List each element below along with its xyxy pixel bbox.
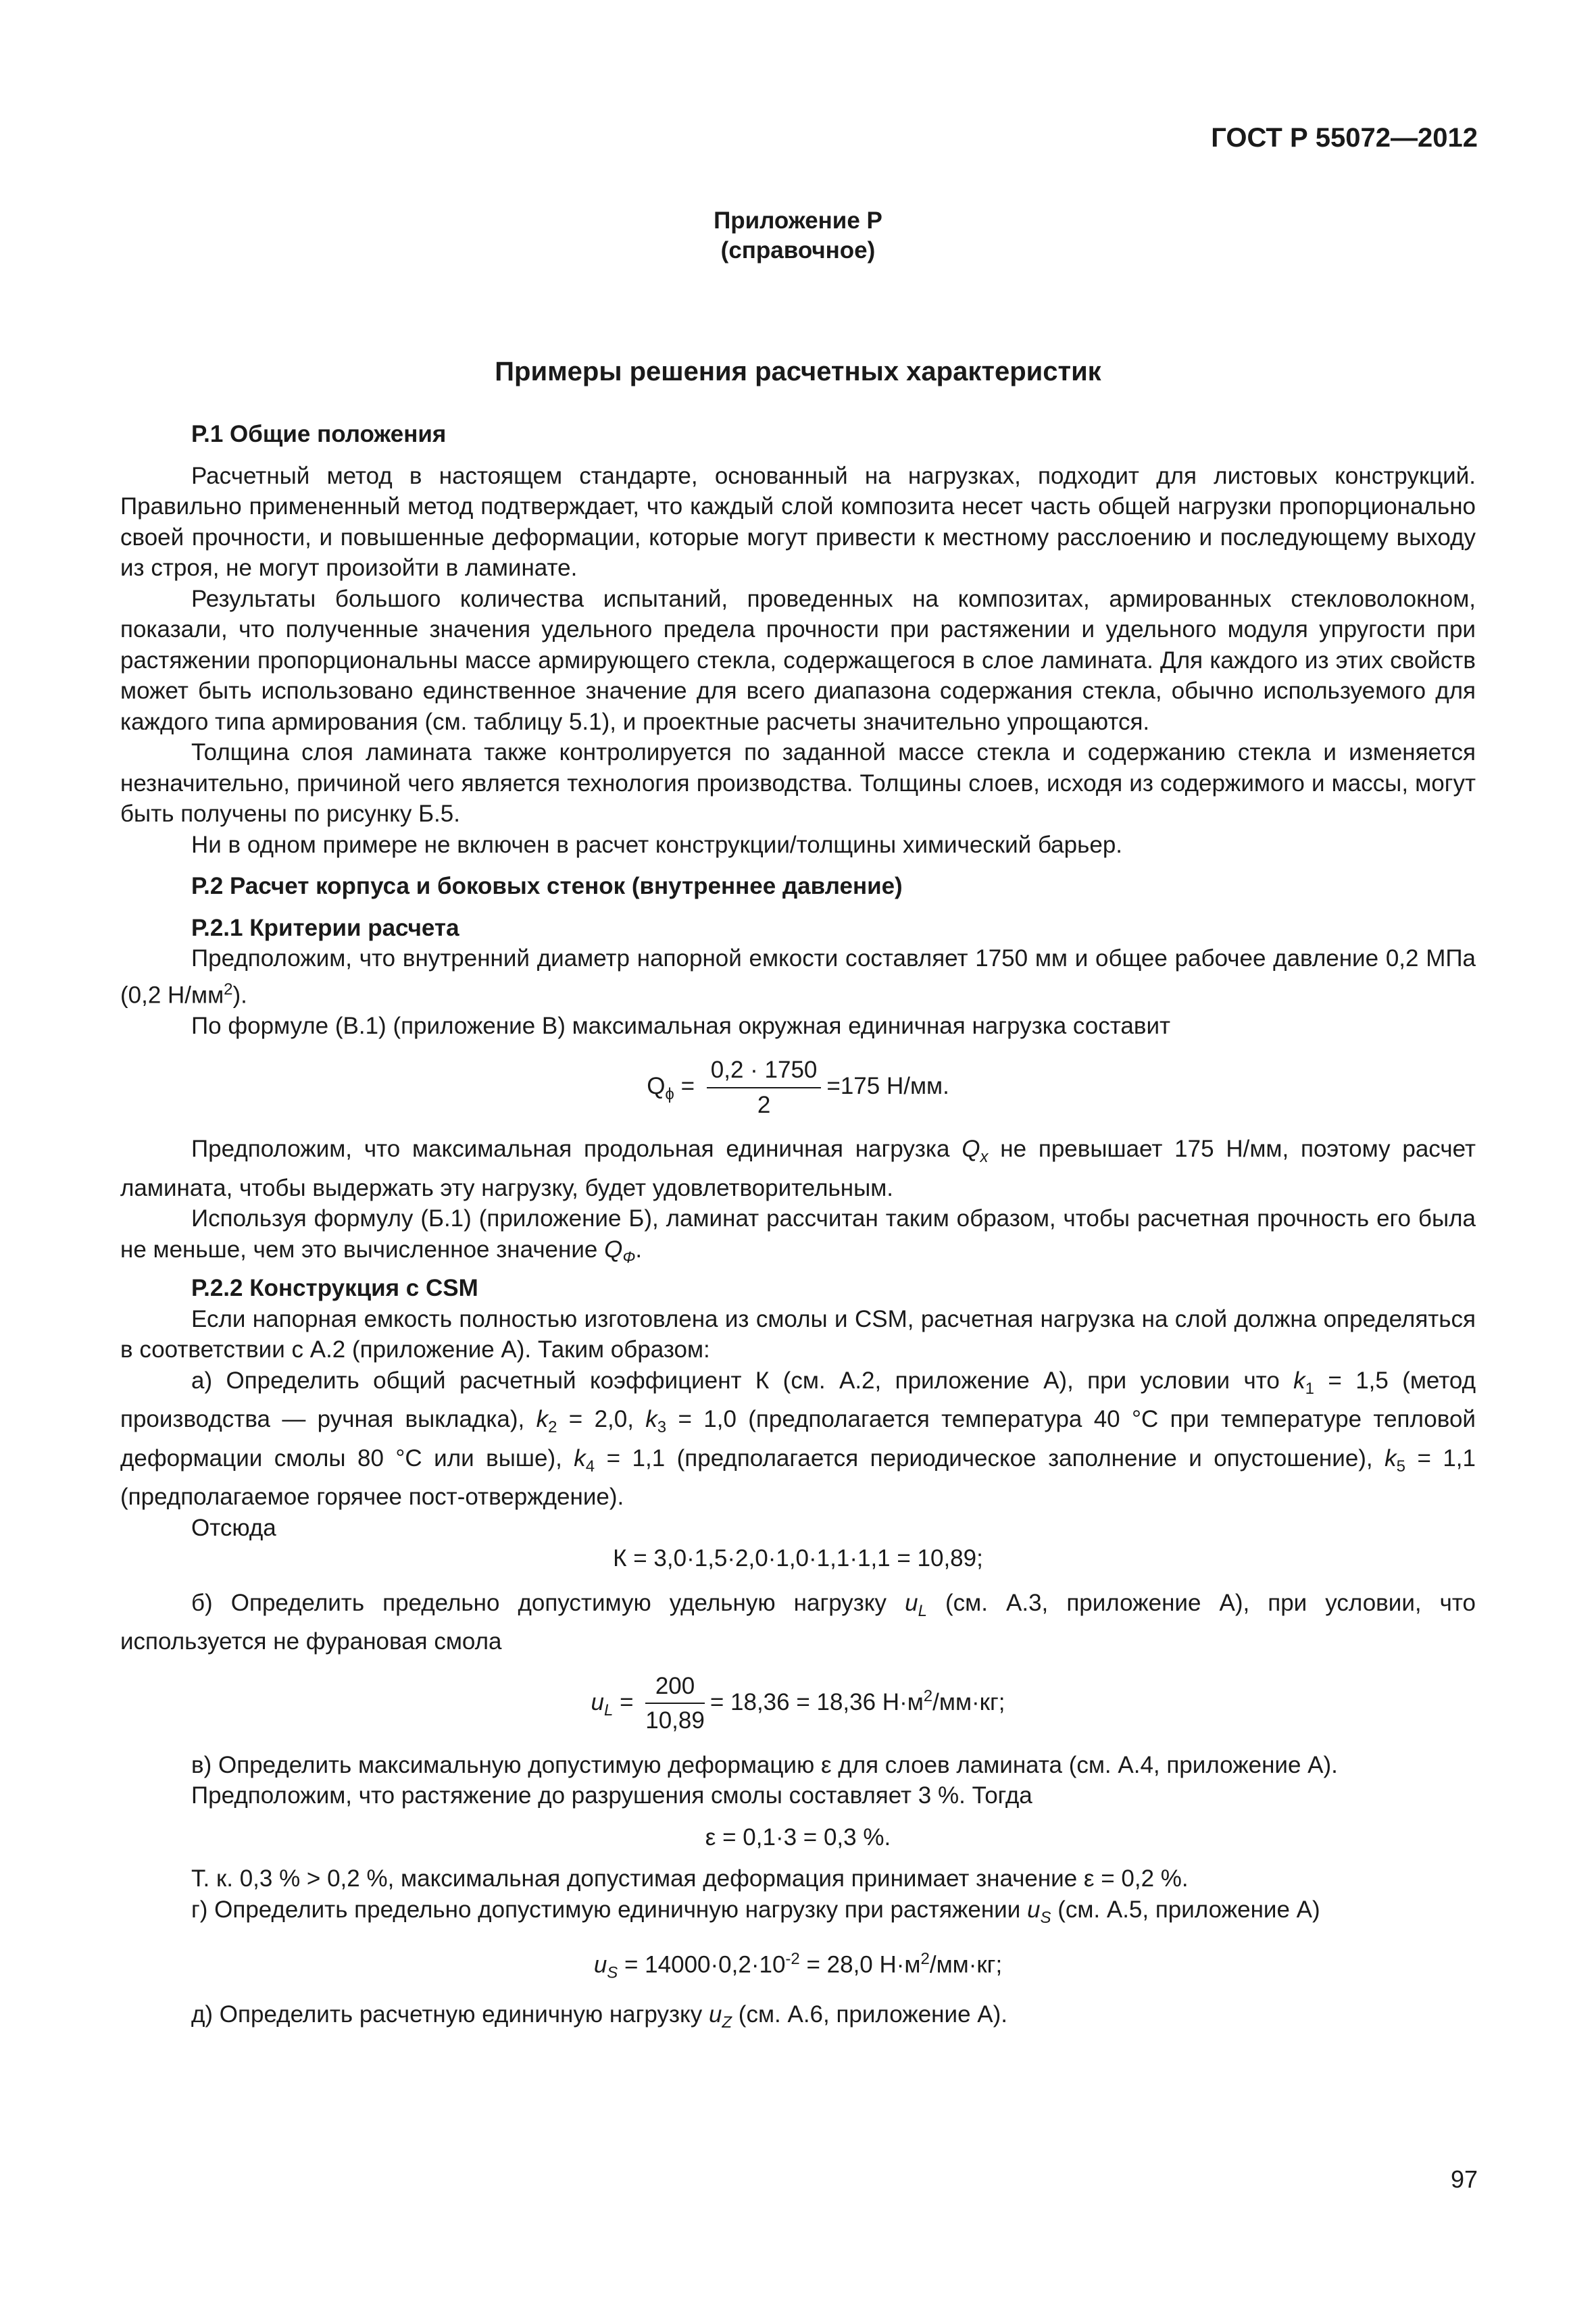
paragraph: По формуле (В.1) (приложение В) максимальная окружная единичная нагрузка составит (191, 1012, 1171, 1039)
section-heading: Р.1 Общие положения (191, 421, 447, 447)
paragraph: Т. к. 0,3 % > 0,2 %, максимальная допустимая деформация принимает значение ε = 0,2 %. (191, 1865, 1189, 1892)
paragraph: Используя формулу (Б.1) (приложение Б), ламинат рассчитан таким образом, чтобы расчетная прочность его была не меньше, чем это вычисленное значение $Q_Ф$. (120, 1205, 1476, 1267)
paragraph: Предположим, что внутренний диаметр напорной емкости составляет 1750 мм и общее рабочее давление 0,2 МПа (0,2 $Н/мм^2$). (120, 945, 1476, 1009)
paragraph: Предположим, что максимальная продольная единичная нагрузка $Q_x$ не превышает 175 Н/мм, поэтому расчет ламината, чтобы выдержать эту нагрузку, будет удовлетворительным. (120, 1136, 1476, 1201)
formula-u-s: $u_S = 14000\cdot 0,2\cdot 10^{-2} = 28,0$ $Н\cdot м^2/мм\cdot кг$; (593, 1950, 1003, 1982)
formula-q-phi: $Q_\phi$ = $\frac{0,2 \cdot 1750}{2}$ =175 Н/мм. (120, 1055, 1476, 1120)
formula-k: К = 3,0·1,5·2,0·1,0·1,1·1,1 = 10,89; (613, 1545, 983, 1572)
subsection-heading: Р.2.1 Критерии расчета (191, 914, 459, 941)
list-item-d: д) Определить расчетную единичную нагрузку $u_Z$ (см. А.6, приложение А). (191, 2001, 1007, 2032)
annex-subtitle: (справочное) (720, 237, 876, 263)
formula-u-l: $u_L$ = $\frac{200}{10,89}$ = 18,36 = 18,36 $Н\cdot м^2/мм\cdot кг$; (120, 1671, 1476, 1736)
section-heading: Р.2 Расчет корпуса и боковых стенок (внутреннее давление) (191, 873, 903, 899)
document-body (120, 419, 1476, 2038)
paragraph: Если напорная емкость полностью изготовлена из смолы и CSM, расчетная нагрузка на слой должна определяться в соответствии с А.2 (приложение А). Таким образом: (120, 1305, 1476, 1363)
paragraph: Расчетный метод в настоящем стандарте, основанный на нагрузках, подходит для листовых конструкций. Правильно примененный метод подтверждает, что каждый слой композита несет часть общей нагрузки пропорционально своей прочности, и повышенные деформации, которые могут привести к местному расслоению и последующему выходу из строя, не могут произойти в ламинате. (120, 462, 1476, 581)
subsection-heading: Р.2.2 Конструкция с CSM (191, 1275, 478, 1302)
page-number: 97 (1450, 2165, 1478, 2193)
paragraph: Толщина слоя ламината также контролируется по заданной массе стекла и содержанию стекла и изменяется незначительно, причиной чего является технология производства. Толщины слоев, исходя из содержимого и массы, могут быть получены по рисунку Б.5. (120, 739, 1476, 827)
paragraph: Предположим, что растяжение до разрушения смолы составляет 3 %. Тогда (191, 1782, 1032, 1809)
formula-epsilon: ε = 0,1·3 = 0,3 %. (705, 1823, 891, 1851)
paragraph: Ни в одном примере не включен в расчет конструкции/толщины химический барьер. (191, 831, 1123, 858)
list-item-g: г) Определить предельно допустимую единичную нагрузку при растяжении $u_S$ (см. А.5, приложение А) (191, 1896, 1320, 1927)
list-item-a: а) Определить общий расчетный коэффициент К (см. А.2, приложение А), при условии что $k_1 = 1,5$ (метод производства — ручная выкладка), $k_2 = 2,0$, $k_3 = 1,0$ (предполагается температура 40 °С при температуре тепловой деформации смолы 80 °С или выше), $k_4 = 1,1$ (предполагается периодическое заполнение и опустошение), $k_5 = 1,1$ (предполагаемое горячее пост-отверждение). (120, 1367, 1476, 1511)
paragraph: Отсюда (191, 1514, 276, 1541)
annex-title: Приложение Р (714, 207, 882, 234)
document-id: ГОСТ Р 55072—2012 (1211, 123, 1478, 153)
main-title: Примеры решения расчетных характеристик (495, 357, 1101, 386)
paragraph: Результаты большого количества испытаний, проведенных на композитах, армированных стекловолокном, показали, что полученные значения удельного предела прочности при растяжении и удельного модуля упругости при растяжении пропорциональны массе армирующего стекла, содержащегося в слое ламината. Для каждого из этих свойств может быть использовано единственное значение для всего диапазона содержания стекла, обычно используемого для каждого типа армирования (см. таблицу 5.1), и проектные расчеты значительно упрощаются. (120, 585, 1476, 735)
list-item-b: б) Определить предельно допустимую удельную нагрузку $u_L$ (см. А.3, приложение А), при условии, что используется не фурановая смола (120, 1589, 1476, 1655)
list-item-v: в) Определить максимальную допустимую деформацию ε для слоев ламината (см. А.4, приложение А). (191, 1751, 1338, 1778)
